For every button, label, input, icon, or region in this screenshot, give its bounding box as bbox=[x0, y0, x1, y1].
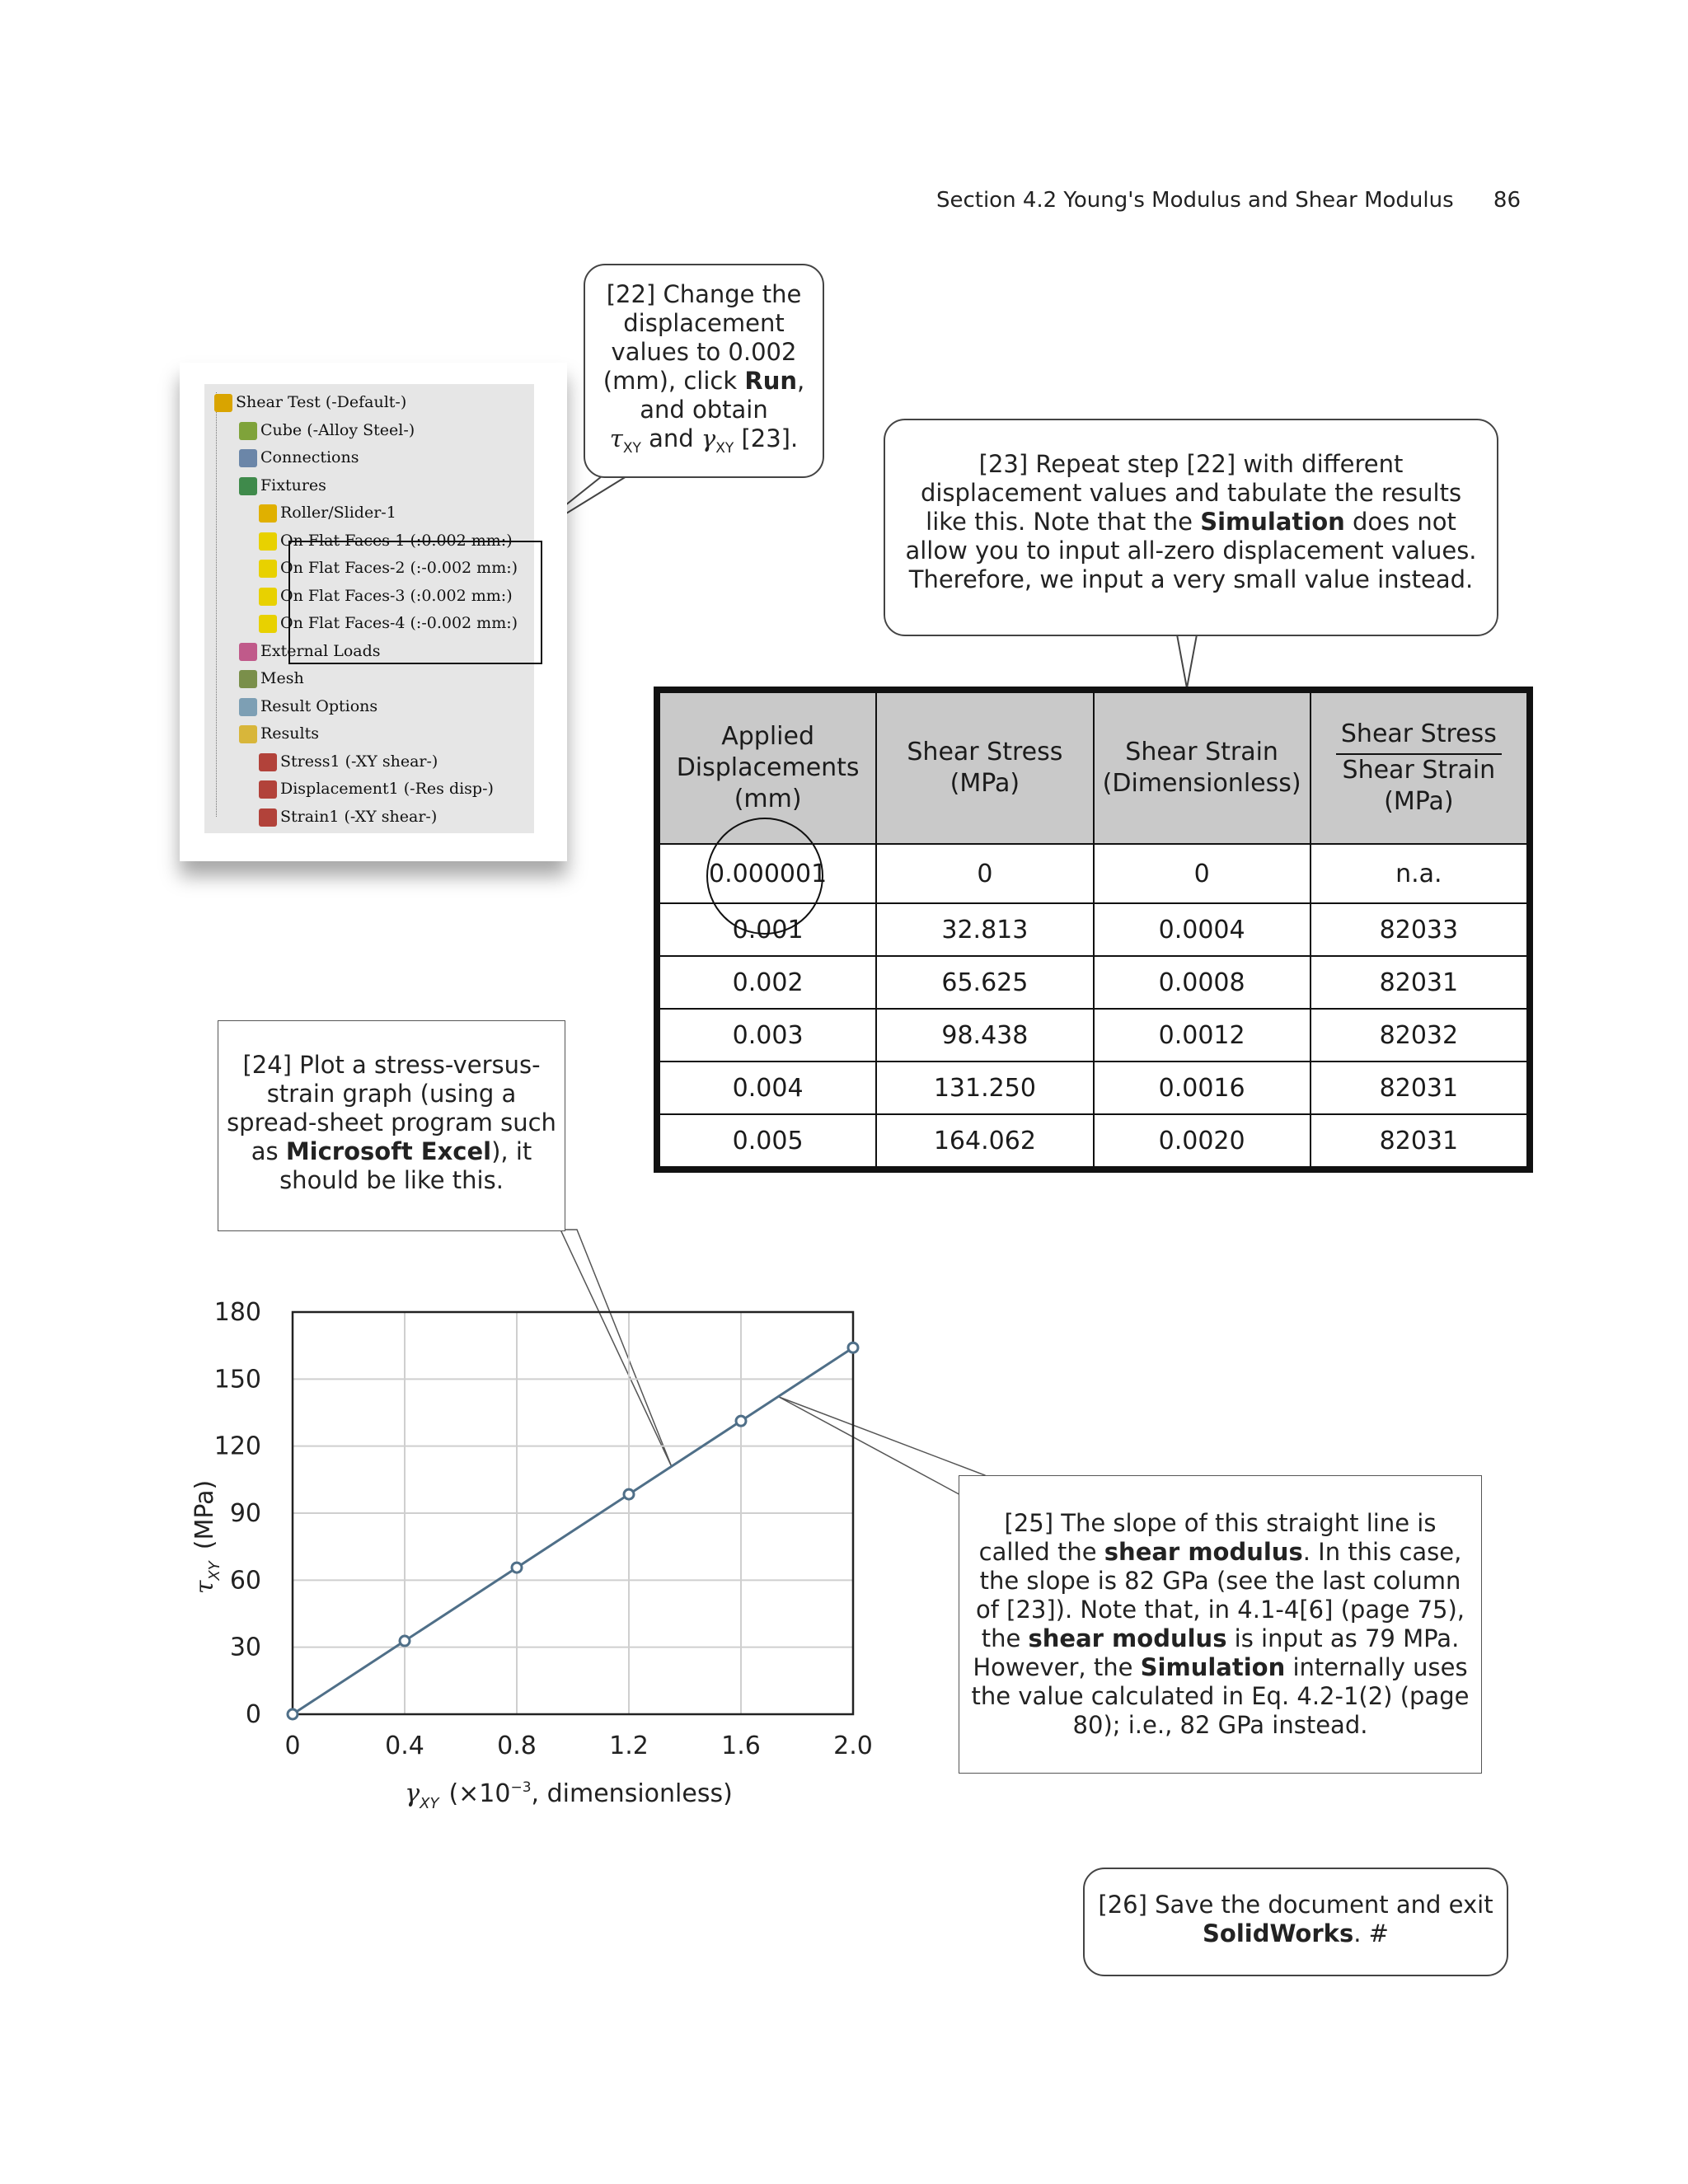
callout-23: [23] Repeat step [22] with different displacement values and tabulate the results like this. Note that the Simulation does not allow you to input all-zero displacement values. Therefore, we input a very small value instead. bbox=[884, 419, 1498, 636]
table-cell: 0.001 bbox=[659, 903, 876, 956]
y-tick-label: 150 bbox=[213, 1365, 261, 1394]
callout-25: [25] The slope of this straight line is called the shear modulus. In this case, the slope is 82 GPa (see the last column of [23]). Note that, in 4.1-4[6] (page 75), the shear modulus is input as 79 MPa. However, the Simulation internally uses the value calculated in Eq. 4.2-1(2) (page 80); i.e., 82 GPa instead. bbox=[959, 1475, 1482, 1774]
table-cell: 0.003 bbox=[659, 1009, 876, 1062]
table-cell: n.a. bbox=[1311, 844, 1527, 903]
table-cell: 0 bbox=[876, 844, 1093, 903]
callout-22: [22] Change the displacement values to 0.002 (mm), click Run, and obtain $\tau_{XY}$ and $\gamma_{XY}$ [23]. bbox=[584, 264, 824, 478]
data-point bbox=[512, 1563, 522, 1572]
col-applied-displacements: Applied Displacements (mm) bbox=[659, 692, 876, 844]
table-cell: 0.0004 bbox=[1094, 903, 1311, 956]
table-cell: 0.000001 bbox=[659, 844, 876, 903]
table-cell: 0.005 bbox=[659, 1114, 876, 1167]
data-point bbox=[736, 1416, 746, 1426]
table-cell: 0.004 bbox=[659, 1062, 876, 1114]
callout-24: [24] Plot a stress-versus-strain graph (using a spread-sheet program such as Microsoft Excel), it should be like this. bbox=[218, 1020, 565, 1231]
x-tick-label: 1.6 bbox=[721, 1732, 761, 1760]
tree-item-label: On Flat Faces-4 (:-0.002 mm:) bbox=[280, 614, 518, 632]
table-cell: 0.0012 bbox=[1094, 1009, 1311, 1062]
x-tick-label: 1.2 bbox=[609, 1732, 649, 1760]
callout-26: [26] Save the document and exit SolidWorks. # bbox=[1083, 1868, 1508, 1976]
section-title: Section 4.2 Young's Modulus and Shear Modulus bbox=[935, 188, 1454, 213]
page-number: 86 bbox=[1493, 188, 1521, 213]
table-cell: 82032 bbox=[1311, 1009, 1527, 1062]
tree-item-label: Fixtures bbox=[260, 476, 326, 494]
data-point bbox=[624, 1489, 634, 1499]
table-cell: 98.438 bbox=[876, 1009, 1093, 1062]
ratio-top: Shear Stress bbox=[1336, 719, 1502, 755]
tree-item-label: Stress1 (-XY shear-) bbox=[280, 752, 438, 771]
tree-item-label: Shear Test (-Default-) bbox=[236, 393, 407, 411]
table-cell: 0 bbox=[1094, 844, 1311, 903]
x-tick-label: 2.0 bbox=[833, 1732, 873, 1760]
col-shear-strain: Shear Strain (Dimensionless) bbox=[1094, 692, 1311, 844]
y-tick-label: 0 bbox=[245, 1700, 261, 1729]
y-axis-label: $\tau_{XY}(MPa)$ bbox=[190, 1479, 223, 1595]
table-cell: 131.250 bbox=[876, 1062, 1093, 1114]
ratio-unit: (MPa) bbox=[1384, 787, 1454, 816]
tree-item-label: Connections bbox=[260, 448, 359, 466]
tree-item-label: On Flat Faces-1 (:0.002 mm:) bbox=[280, 531, 513, 550]
table-cell: 82031 bbox=[1311, 956, 1527, 1009]
table-cell: 82031 bbox=[1311, 1114, 1527, 1167]
y-tick-label: 180 bbox=[213, 1298, 261, 1327]
x-tick-label: 0.4 bbox=[385, 1732, 424, 1760]
x-tick-label: 0.8 bbox=[497, 1732, 537, 1760]
series-line bbox=[293, 1347, 853, 1714]
tree-item-label: Results bbox=[260, 724, 319, 743]
table-cell: 82033 bbox=[1311, 903, 1527, 956]
tree-item-label: Mesh bbox=[260, 669, 304, 687]
data-point bbox=[848, 1343, 858, 1352]
table-cell: 0.0008 bbox=[1094, 956, 1311, 1009]
x-tick-label: 0 bbox=[284, 1732, 301, 1760]
table-cell: 82031 bbox=[1311, 1062, 1527, 1114]
y-tick-label: 60 bbox=[229, 1566, 261, 1596]
table-cell: 0.002 bbox=[659, 956, 876, 1009]
y-tick-label: 120 bbox=[213, 1432, 261, 1461]
table-cell: 32.813 bbox=[876, 903, 1093, 956]
table-cell: 0.0020 bbox=[1094, 1114, 1311, 1167]
ratio-bottom: Shear Strain bbox=[1342, 756, 1496, 785]
tree-item-label: Result Options bbox=[260, 696, 378, 715]
tree-item-label: External Loads bbox=[260, 641, 381, 660]
col-shear-stress: Shear Stress (MPa) bbox=[876, 692, 1093, 844]
tree-item-label: On Flat Faces-3 (:0.002 mm:) bbox=[280, 586, 513, 605]
data-point bbox=[400, 1636, 410, 1646]
table-cell: 65.625 bbox=[876, 956, 1093, 1009]
x-axis-label: $\gamma_{XY}$ ($\times 10^{-3}$, dimensionless) bbox=[405, 1779, 733, 1812]
data-point bbox=[288, 1709, 298, 1719]
tree-item-label: Cube (-Alloy Steel-) bbox=[260, 420, 415, 439]
y-tick-label: 30 bbox=[229, 1633, 261, 1662]
tree-item-label: On Flat Faces-2 (:-0.002 mm:) bbox=[280, 559, 518, 577]
tree-item-label: Strain1 (-XY shear-) bbox=[280, 807, 438, 826]
tree-item-label: Roller/Slider-1 bbox=[280, 504, 396, 522]
y-tick-label: 90 bbox=[229, 1499, 261, 1528]
table-cell: 164.062 bbox=[876, 1114, 1093, 1167]
tree-item-label: Displacement1 (-Res disp-) bbox=[280, 780, 494, 798]
table-cell: 0.0016 bbox=[1094, 1062, 1311, 1114]
